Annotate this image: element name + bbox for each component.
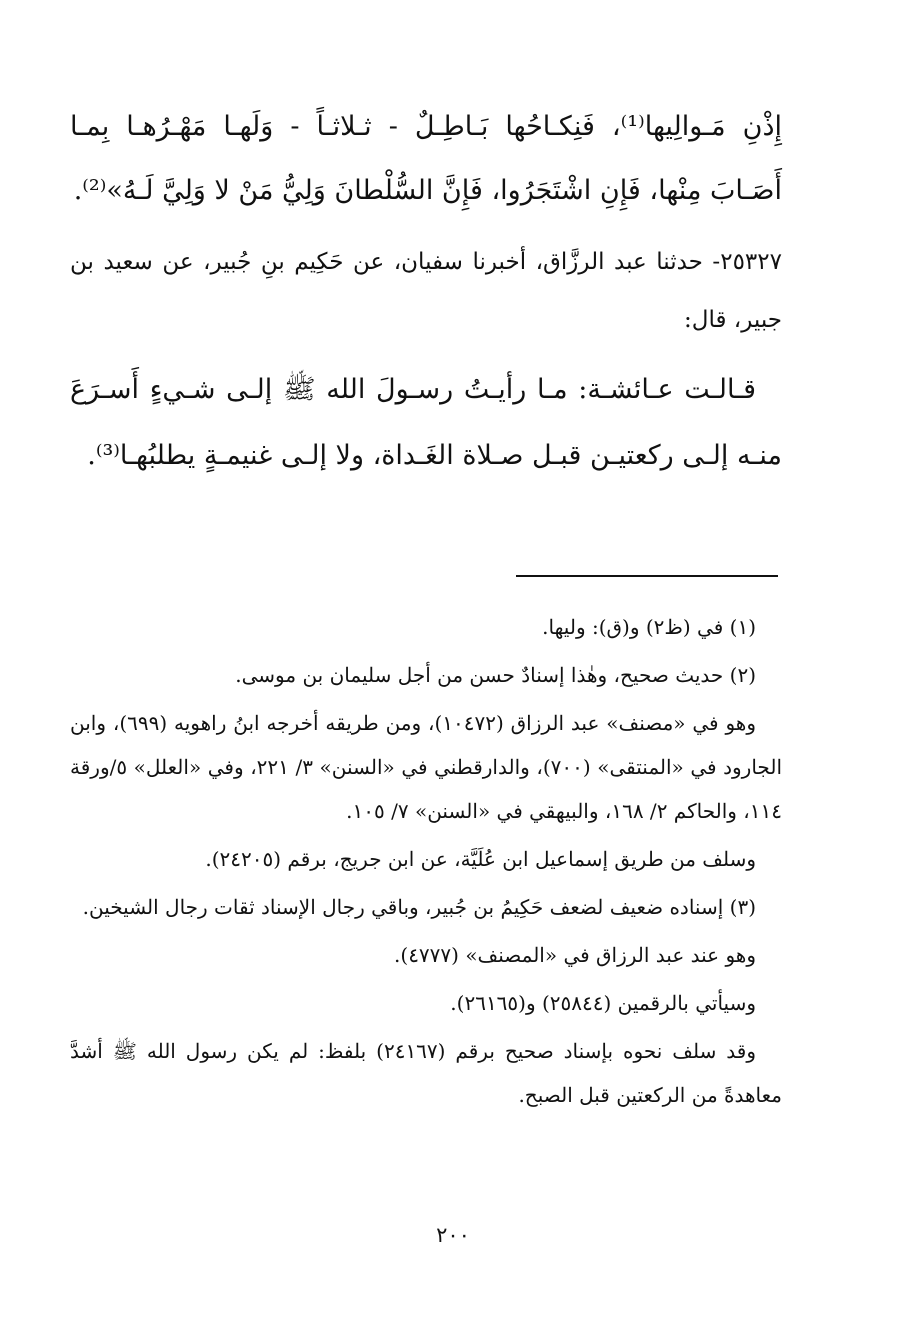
footnote-2-cross-ref: وسلف من طريق إسماعيل ابن عُلَيَّة، عن ابن جريج، برقم (٢٤٢٠٥).: [205, 847, 756, 871]
footnote-3-source: وهو عند عبد الرزاق في «المصنف» (٤٧٧٧).: [394, 943, 756, 967]
footnote-3: (٣) إسناده ضعيف لضعف حَكِيمُ بن جُبير، وباقي رجال الإسناد ثقات رجال الشيخين.: [82, 895, 756, 919]
paragraph-continuation: إِذْنِ مَـوالِيها⁽¹⁾، فَنِكـاحُها بَـاطِـلٌ - ثـلاثـاً - وَلَهـا مَهْـرُهـا بِمـا أَصَـابَ مِنْها، فَإِنِ اشْتَجَرُوا، فَإِنَّ السُّلْطانَ وَلِيُّ مَنْ لا وَلِيَّ لَـهُ»⁽²⁾.: [70, 111, 783, 206]
main-text-block: [70, 95, 782, 489]
footnote-divider: [516, 575, 778, 577]
footnotes-section: [70, 605, 782, 1121]
hadith-isnad: ٢٥٣٢٧- حدثنا عبد الرزَّاق، أخبرنا سفيان، عن حَكِيم بنِ جُبير، عن سعيد بن جبير، قال:: [70, 249, 782, 333]
footnote-3-similar: وقد سلف نحوه بإسناد صحيح برقم (٢٤١٦٧) بلفظ: لم يكن رسول الله ﷺ أشدَّ معاهدةً من الركعتين قبل الصبح.: [70, 1039, 782, 1107]
footnote-3-cross-ref: وسيأتي بالرقمين (٢٥٨٤٤) و(٢٦١٦٥).: [450, 991, 756, 1015]
footnote-1: (١) في (ظ٢) و(ق): وليها.: [542, 615, 756, 639]
footnote-2-sources: وهو في «مصنف» عبد الرزاق (١٠٤٧٢)، ومن طريقه أخرجه ابنُ راهويه (٦٩٩)، وابن الجارود في «المنتقى» (٧٠٠)، والدارقطني في «السنن» ٣/ ٢٢١، وفي «العلل» ٥/ورقة ١١٤، والحاكم ٢/ ١٦٨، والبيهقي في «السنن» ٧/ ١٠٥.: [70, 711, 782, 823]
hadith-matn: قـالـت عـائشـة: مـا رأيـتُ رسـولَ الله ﷺ إلـى شـيءٍ أَسـرَعَ منـه إلـى ركعتيـن قبـل صـلاة الغَـداة، ولا إلـى غنيمـةٍ يطلبُهـا⁽³⁾.: [70, 374, 782, 471]
footnote-2: (٢) حديث صحيح، وهٰذا إسنادٌ حسن من أجل سليمان بن موسى.: [235, 663, 756, 687]
main-body: [70, 95, 782, 489]
page-number: ٢٠٠: [436, 1223, 470, 1247]
